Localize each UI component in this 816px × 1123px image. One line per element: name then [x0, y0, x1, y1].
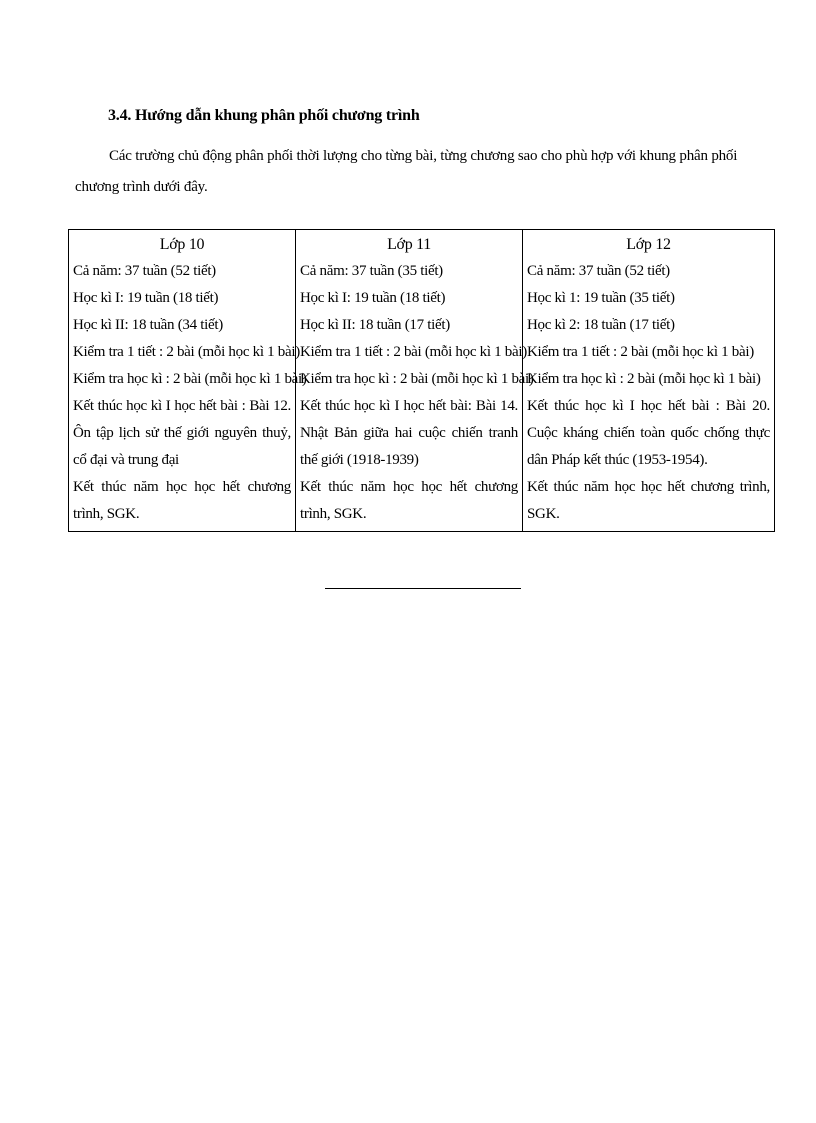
grade-11-test-1-period: Kiểm tra 1 tiết : 2 bài (mỗi học kì 1 bài)	[300, 344, 527, 360]
grade-12-term-test: Kiểm tra học kì : 2 bài (mỗi học kì 1 bài)	[527, 371, 761, 387]
grade-11-end-year: Kết thúc năm học học hết chương trình, SGK.	[300, 479, 518, 522]
grade-10-cell	[69, 230, 307, 532]
grade-10-term-test: Kiểm tra học kì : 2 bài (mỗi học kì 1 bài)	[73, 371, 307, 387]
grade-12-test-1-period: Kiểm tra 1 tiết : 2 bài (mỗi học kì 1 bài)	[527, 344, 754, 360]
closing-rule	[325, 588, 521, 589]
grade-10-end-term: Kết thúc học kì I học hết bài : Bài 12. Ôn tập lịch sử thế giới nguyên thuỷ, cổ đại và trung đại	[73, 398, 291, 468]
grade-11-cell	[296, 230, 534, 532]
grade-11-title: Lớp 11	[387, 236, 431, 253]
grade-10-term-2: Học kì II: 18 tuần (34 tiết)	[73, 317, 223, 333]
grade-11-term-2: Học kì II: 18 tuần (17 tiết)	[300, 317, 450, 333]
grade-12-cell	[523, 230, 775, 532]
grade-12-title: Lớp 12	[626, 236, 671, 253]
grade-12-year: Cả năm: 37 tuần (52 tiết)	[527, 263, 670, 279]
grade-10-term-1: Học kì I: 19 tuần (18 tiết)	[73, 290, 219, 306]
grade-11-term-1: Học kì I: 19 tuần (18 tiết)	[300, 290, 446, 306]
curriculum-table	[68, 229, 775, 532]
grade-11-term-test: Kiểm tra học kì : 2 bài (mỗi học kì 1 bài)	[300, 371, 534, 387]
section-heading: 3.4. Hướng dẫn khung phân phối chương trình	[108, 107, 420, 124]
grade-10-title: Lớp 10	[159, 236, 205, 253]
grade-11-end-term: Kết thúc học kì I học hết bài: Bài 14. Nhật Bản giữa hai cuộc chiến tranh thế giới (1918-1939)	[300, 398, 518, 468]
grade-10-test-1-period: Kiểm tra 1 tiết : 2 bài (mỗi học kì 1 bài)	[73, 344, 300, 360]
table-row	[69, 230, 775, 532]
grade-11-year: Cả năm: 37 tuần (35 tiết)	[300, 263, 443, 279]
grade-10-end-year: Kết thúc năm học học hết chương trình, SGK.	[73, 479, 291, 522]
grade-12-term-1: Học kì 1: 19 tuần (35 tiết)	[527, 290, 675, 306]
grade-12-end-term: Kết thúc học kì I học hết bài : Bài 20. Cuộc kháng chiến toàn quốc chống thực dân Pháp kết thúc (1953-1954).	[527, 398, 770, 468]
grade-10-year: Cả năm: 37 tuần (52 tiết)	[73, 263, 216, 279]
grade-12-term-2: Học kì 2: 18 tuần (17 tiết)	[527, 317, 675, 333]
grade-12-end-year: Kết thúc năm học học hết chương trình, SGK.	[527, 479, 770, 522]
intro-paragraph: Các trường chủ động phân phối thời lượng cho từng bài, từng chương sao cho phù hợp với khung phân phối chương trình dưới đây.	[75, 148, 738, 195]
